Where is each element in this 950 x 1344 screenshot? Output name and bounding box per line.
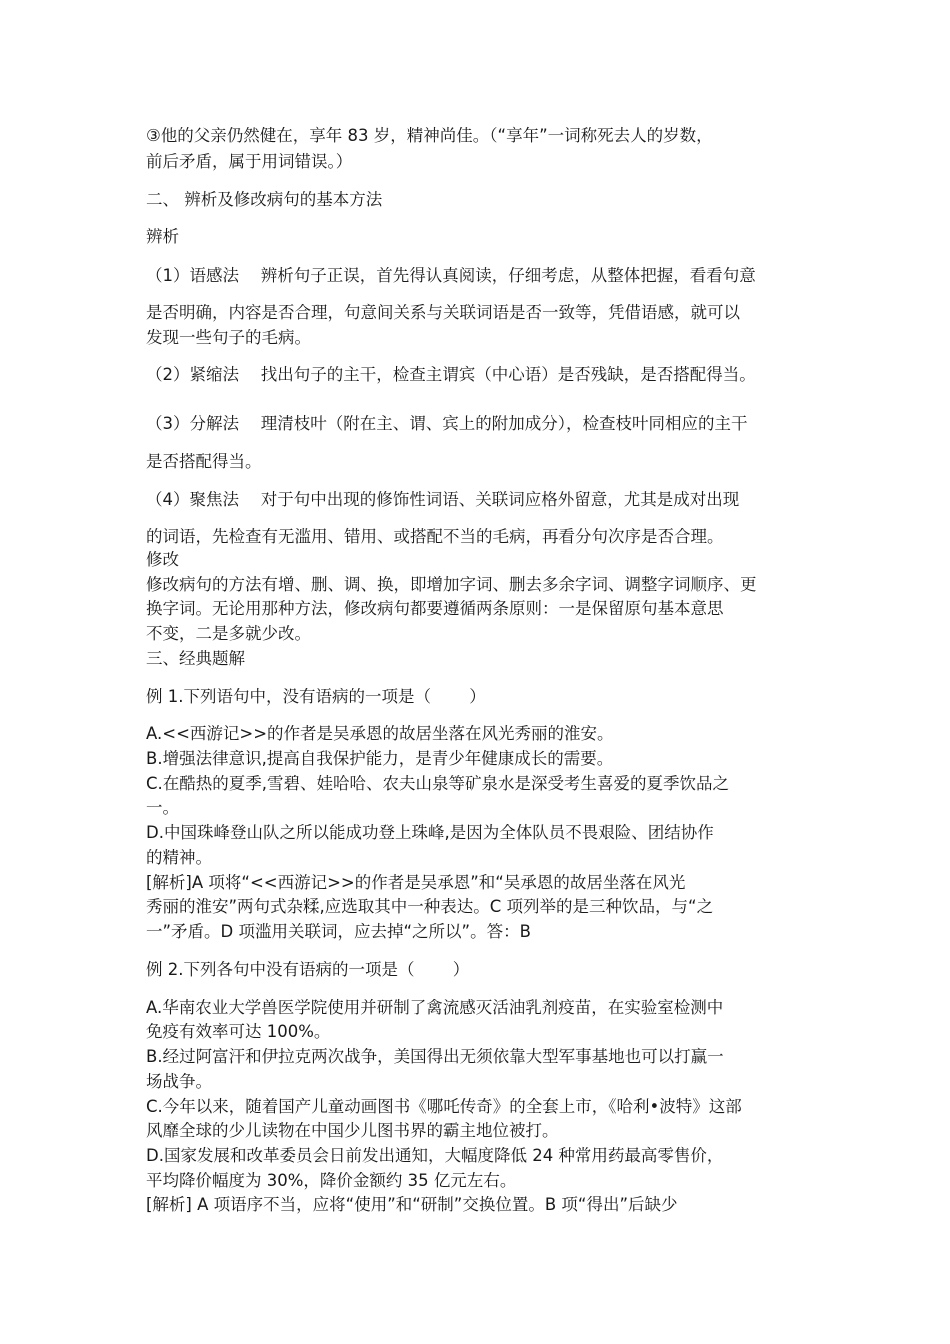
option-line: C.今年以来，随着国产儿童动画图书《哪吒传奇》的全套上市，《哈利•波特》这部 bbox=[146, 1097, 742, 1116]
analysis-line: 秀丽的淮安”两句式杂糅,应选取其中一种表达。C 项列举的是三种饮品，与“之 bbox=[146, 897, 714, 916]
text-line: 前后矛盾，属于用词错误。） bbox=[146, 152, 353, 171]
option-line: C.在酷热的夏季,雪碧、娃哈哈、农夫山泉等矿泉水是深受考生喜爱的夏季饮品之 bbox=[146, 774, 730, 793]
text-line: （1）语感法 辨析句子正误，首先得认真阅读，仔细考虑，从整体把握，看看句意 bbox=[146, 266, 756, 285]
option-line: 的精神。 bbox=[146, 848, 212, 867]
text-line: 不变，二是多就少改。 bbox=[146, 624, 311, 643]
text-line: 修改病句的方法有增、删、调、换，即增加字词、删去多余字词、调整字词顺序、更 bbox=[146, 575, 757, 594]
analysis-line: [解析] A 项语序不当，应将“使用”和“研制”交换位置。B 项“得出”后缺少 bbox=[146, 1195, 678, 1214]
option-line: B.经过阿富汗和伊拉克两次战争，美国得出无须依靠大型军事基地也可以打赢一 bbox=[146, 1047, 724, 1066]
text-line: 的词语，先检查有无滥用、错用、或搭配不当的毛病，再看分句次序是否合理。 bbox=[146, 527, 724, 546]
analysis-line: 一”矛盾。D 项滥用关联词，应去掉“之所以”。答：B bbox=[146, 922, 531, 941]
text-line: （2）紧缩法 找出句子的主干，检查主谓宾（中心语）是否残缺，是否搭配得当。 bbox=[146, 365, 756, 384]
text-line: 是否明确，内容是否合理，句意间关系与关联词语是否一致等，凭借语感，就可以 bbox=[146, 303, 740, 322]
option-line: 平均降价幅度为 30%，降价金额约 35 亿元左右。 bbox=[146, 1171, 517, 1190]
option-line: 风靡全球的少儿读物在中国少儿图书界的霸主地位被打。 bbox=[146, 1121, 559, 1140]
section-heading: 三、经典题解 bbox=[146, 649, 245, 668]
text-line: 是否搭配得当。 bbox=[146, 452, 262, 471]
text-line: （4）聚焦法 对于句中出现的修饰性词语、关联词应格外留意，尤其是成对出现 bbox=[146, 490, 740, 509]
question-title: 例 1.下列语句中，没有语病的一项是（ ） bbox=[146, 687, 486, 706]
subheading: 辨析 bbox=[146, 227, 179, 246]
option-line: 免疫有效率可达 100%。 bbox=[146, 1022, 331, 1041]
option-line: D.国家发展和改革委员会日前发出通知，大幅度降低 24 种常用药最高零售价， bbox=[146, 1146, 724, 1165]
option-line: A.华南农业大学兽医学院使用并研制了禽流感灭活油乳剂疫苗，在实验室检测中 bbox=[146, 998, 724, 1017]
question-title: 例 2.下列各句中没有语病的一项是（ ） bbox=[146, 960, 470, 979]
option-line: 场战争。 bbox=[146, 1072, 212, 1091]
text-line: 发现一些句子的毛病。 bbox=[146, 328, 311, 347]
option-line: 一。 bbox=[146, 798, 179, 817]
text-line: ③他的父亲仍然健在，享年 83 岁，精神尚佳。（“享年”一词称死去人的岁数， bbox=[146, 126, 713, 145]
analysis-line: [解析]A 项将“<<西游记>>的作者是吴承恩”和“吴承恩的故居坐落在风光 bbox=[146, 873, 686, 892]
option-line: D.中国珠峰登山队之所以能成功登上珠峰,是因为全体队员不畏艰险、团结协作 bbox=[146, 823, 714, 842]
option-line: A.<<西游记>>的作者是吴承恩的故居坐落在风光秀丽的淮安。 bbox=[146, 724, 614, 743]
text-line: （3）分解法 理清枝叶（附在主、谓、宾上的附加成分），检查枝叶同相应的主干 bbox=[146, 414, 748, 433]
subheading: 修改 bbox=[146, 550, 179, 569]
text-line: 换字词。无论用那种方法，修改病句都要遵循两条原则：一是保留原句基本意思 bbox=[146, 599, 724, 618]
option-line: B.增强法律意识,提高自我保护能力，是青少年健康成长的需要。 bbox=[146, 749, 614, 768]
section-heading: 二、 辨析及修改病句的基本方法 bbox=[146, 190, 383, 209]
